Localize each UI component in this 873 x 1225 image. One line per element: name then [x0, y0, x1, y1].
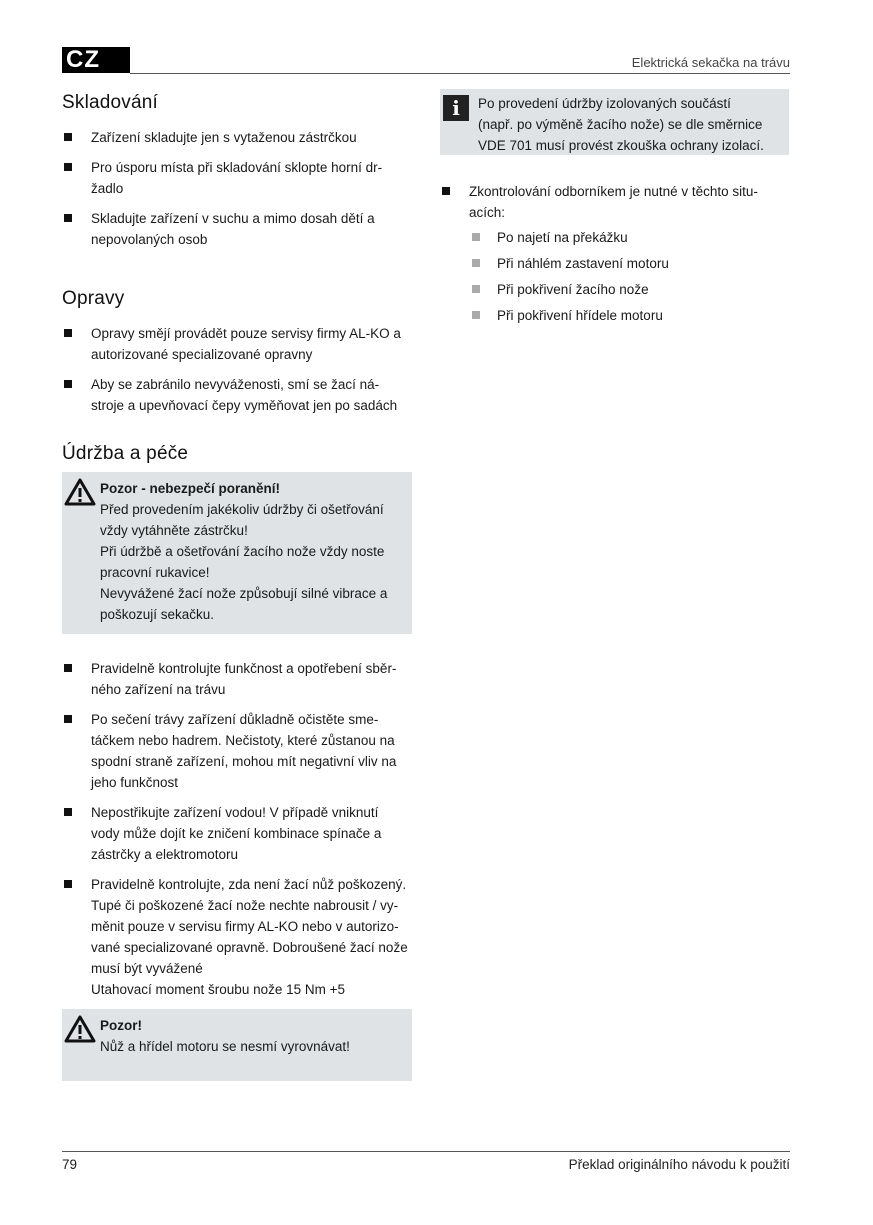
warning-line: Nůž a hřídel motoru se nesmí vyrovnávat!	[100, 1039, 350, 1054]
repairs-heading: Opravy	[62, 288, 125, 309]
warning-title: Pozor - nebezpečí poranění!	[100, 481, 281, 496]
sub-list-item: Při pokřivení žacího nože	[470, 279, 790, 300]
warning-box-shaft	[62, 1009, 412, 1081]
warning-line: Nevyvážené žací nože způsobují silné vibrace a poškozují sekačku.	[100, 586, 388, 622]
list-item: Zkontrolování odborníkem je nutné v těchto situ- acích:	[440, 181, 790, 223]
warning-triangle-icon	[64, 1015, 96, 1043]
list-item: Pro úsporu místa při skladování sklopte horní dr- žadlo	[62, 157, 412, 199]
sub-list-item: Při pokřivení hřídele motoru	[470, 305, 790, 326]
maintenance-heading: Údržba a péče	[62, 443, 189, 464]
repairs-list	[62, 323, 412, 425]
warning-triangle-icon	[64, 478, 96, 506]
expert-check-sublist	[470, 227, 790, 331]
sub-list-item: Při náhlém zastavení motoru	[470, 253, 790, 274]
maintenance-list	[62, 658, 412, 1009]
list-item: Pravidelně kontrolujte funkčnost a opotřebení sběr- ného zařízení na trávu	[62, 658, 412, 700]
warning-line: Před provedením jakékoliv údržby či ošetřování vždy vytáhněte zástrčku!	[100, 502, 384, 538]
sub-list-item: Po najetí na překážku	[470, 227, 790, 248]
list-item: Pravidelně kontrolujte, zda není žací nůž poškozený. Tupé či poškozené žací nože nechte nabrousit / vy- měnit pouze v servisu firmy AL-KO nebo v autorizo- vané specializované opravně. Dobroušené žací nože musí být vyvážené Utahovací moment šroubu nože 15 Nm +5	[62, 874, 412, 1000]
storage-list	[62, 127, 412, 259]
footer-rule	[62, 1151, 790, 1152]
header-rule	[130, 73, 790, 74]
storage-heading: Skladování	[62, 92, 159, 113]
footer-text: Překlad originálního návodu k použití	[568, 1157, 790, 1172]
list-item: Zařízení skladujte jen s vytaženou zástrčkou	[62, 127, 412, 148]
list-item: Po sečení trávy zařízení důkladně očistěte sme- táčkem nebo hadrem. Nečistoty, které zůstanou na spodní straně zařízení, mohou mít negativní vliv na jeho funkčnost	[62, 709, 412, 793]
warning-title: Pozor!	[100, 1018, 142, 1033]
list-item: Nepostřikujte zařízení vodou! V případě vniknutí vody může dojít ke zničení kombinace spínače a zástrčky a elektromotoru	[62, 802, 412, 865]
list-item: Opravy smějí provádět pouze servisy firmy AL-KO a autorizované specializované opravny	[62, 323, 412, 365]
list-item: Skladujte zařízení v suchu a mimo dosah dětí a nepovolaných osob	[62, 208, 412, 250]
info-box	[440, 89, 789, 155]
info-text: Po provedení údržby izolovaných součástí (např. po výměně žacího nože) se dle směrnice VDE 701 musí provést zkouška ochrany izolací.	[478, 96, 764, 153]
language-badge: CZ	[62, 47, 130, 73]
header-title: Elektrická sekačka na trávu	[631, 55, 790, 70]
list-item: Aby se zabránilo nevyváženosti, smí se žací ná- stroje a upevňovací čepy vyměňovat jen po sadách	[62, 374, 412, 416]
page-number: 79	[62, 1157, 78, 1172]
warning-box-injury	[62, 472, 412, 634]
expert-check-list	[440, 181, 790, 232]
info-icon: i	[443, 95, 469, 121]
warning-line: Při údržbě a ošetřování žacího nože vždy noste pracovní rukavice!	[100, 544, 385, 580]
